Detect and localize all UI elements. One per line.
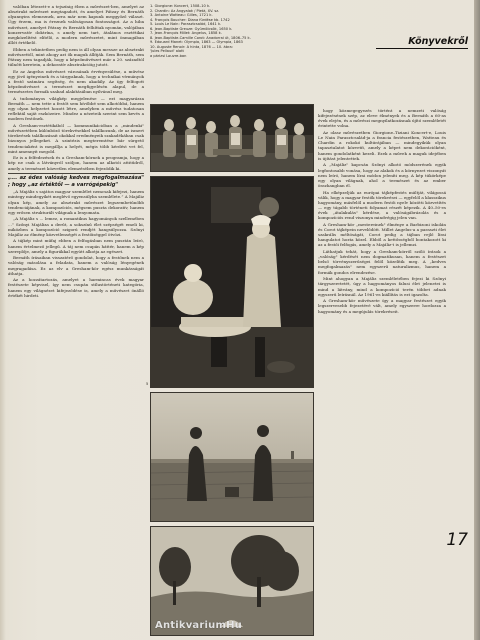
painting-interior-scene <box>150 176 314 388</box>
article-paragraph: Ez az Angelus művészet városának érvényesülése, a művész egy jövő igényeinek és a tárgyaknak, hogy a technikai vívmányok a festő számára segítség, és nem akadály. Az így felfogott képzőművészet a természet megfigyelésén alapul, de a természetes formák szabad alakításában nyilvánul meg. <box>8 68 144 95</box>
figure-caption-list <box>150 4 310 100</box>
article-paragraph: A tudományos világkép megjelenése — ezt magyarázza Bernáth — nem tette a festőt sem hívőbbé sem alkotóbbá, hanem egy olyan helyzetet hozott létre, amelyben a művész tudatosan reflektál saját eszközeire. Mindez a nézeteik szerint sem kevés a modern festőnek. <box>8 95 144 122</box>
article-subheading: „... az édes valóság kedves megfogalmazása" ; hogy „az értéktől — a varrógépekig" <box>8 175 144 188</box>
caption-line: 10. Auguste Renoir: A hinta, 1876 — 10. ábra: <box>150 44 233 49</box>
article-paragraph: A Gresham-kör művészete így a magyar festészet egyik legszervesebb fejezetévé vált, amely egyszerre hordozza a hagyomány és a megújulás törekvéseit. <box>318 298 446 314</box>
watermark-logo: AntikvariumHu <box>155 620 242 631</box>
text-column-left <box>8 4 144 634</box>
section-title: Könyvekről <box>408 36 468 47</box>
caption-line: 6. Jean-Baptiste Greuze: Gyümölcsök, 1650 k. <box>150 26 233 31</box>
page-number: 17 <box>446 530 468 550</box>
article-paragraph: Ez is a felfedezések és a Gresham-körnek a programja, hogy a kép ne csak a látványról szóljon, hanem az alkotói attitűdről, amely a természet közvetlen elemzésében fejeződik ki. <box>8 155 144 171</box>
painting-peasant-family <box>150 104 314 172</box>
caption-line: 2. Chardin: Az Angyalok / Pietà, XV. sz. <box>150 8 220 13</box>
figure-number: 5 <box>146 382 149 386</box>
caption-line: 3. Antoine Watteau: Gilles, 1721 k. <box>150 13 213 17</box>
article-paragraph: A Gresham-esztétikából — kommunikációban a „mindenki" művészetében különböző törekvésekkel találkozunk, de az ismert törekvések találkozásait okokkal eredményeik szakadékában csak bizonyos jellegeket. A szintézis megteremtése bár sürgető tendenciaként is megállja a helyét, mégis több kérdést vet fel, mint amennyit megold. <box>8 123 144 154</box>
article-paragraph: A Gresham-kör „mestereinek" élménye a Barbizoni iskolán és Corot tájképein nevelődött. Millet Angelus-a a paraszti élet szakrális méltóságát, Corot pedig a tájban rejlő lírai hangulatot hozta közel. Ebből a kettősségből bontakozott ki az a festői felfogás, amely a Majáliz-t is jellemzi. <box>318 221 446 248</box>
text-column-right <box>318 108 446 636</box>
article-paragraph: valóban létezett-e a tejszínig ében a művészet-ben, amelyet az absztrakt művészet megtagadott, és amelyet Pátzay és Bernáth olyannyira elemeznek, arra már nem kapunk meggyőző választ. Úgy érzem, ma is éreznek valóságosan fontosságot. Az a hiba művészet, amelyet Pátzay és Bernáth felhíttak nyomán, valójában konzervatív doktrína, s amely nem tart, átalános esztétikai megközelítést elítélő, a modern művészetet, mint önmagában állót értékelő. <box>8 4 144 46</box>
article-paragraph: „A Majáliz s ... lemez, a romantikus hagyományok szellemében ...” Szőnyi Majáliza a derűt, a sokszínű élet szépségét emeli ki, miközben a kompozíció szigorú rendjét hangsúlyozza. Szőnyi Majáliz az élmény közvetlenségét a festőiséggel ötvözi. <box>8 216 144 237</box>
caption-line: 1. Giorgione: Koncert, 1508–10 k. <box>150 4 211 8</box>
article-paragraph: Ha elképzeljük az európai tájképfestés múltját, világossá válik, hogy a magyar festők törekvései — egyfelől a klasszikus hagyomány, másfelől a modern festői nyelv közötti közvetítés — egy tágabb történeti folyamat részét képezik. A 40–50-es évek „átalakulás" kérdése, a valóságábrázolás és a kompozíciós rend viszonya mindvégig jelen van. <box>318 189 446 221</box>
caption-line: 8. Jean-Baptiste-Camille Corot: Anadorrai út, 1806–75 k. <box>150 35 251 40</box>
article-paragraph: „A Majáliz s sajátos magyar szemlélet nemcsak kifejezi, hanem mintegy mindegyikét meglévő egyensúlyba szemlélete.” A Majáliz olyan kép, amely az absztrakt művészet legszembetűnőbb tendenciájának, a kompozíciós, mégsem puszta dekoratív, hanem egy erősen strukturált világnak a lenyomata. <box>8 189 144 215</box>
article-paragraph: Az a hozzátartozás, amelyet a harmincas évek magyar festészete képvisel, így nem csupán stílustörténeti kategória, hanem egy világnézet kifejeződése is, amely a művészet önálló értékét hirdeti. <box>8 277 144 298</box>
painting-field-angelus <box>150 392 314 522</box>
article-paragraph: A tájkép mint műfaj ebben a felfogásban nem pusztán leíró, hanem értelmező jellegű. A táj nem csupán háttér, hanem a kép szereplője, amely a figurákkal együtt alkotja az egészet. <box>8 238 144 254</box>
section-divider <box>8 173 144 174</box>
page-binding-edge <box>474 0 480 640</box>
painting-landscape-trees <box>150 526 314 636</box>
article-paragraph: A „Majáliz" kapcsán Szőnyi alkotó módszerének egyik legfontosabb vonása, hogy az alakok és a környezet viszonyát nem leíró, hanem lírai módon jeleníti meg. A kép tükörképe egy olyan világnak, ahol a természet és az ember összhangban él. <box>318 162 446 188</box>
article-paragraph: Láthatjuk tehát, hogy a Gresham-körről szóló írások a „valóság" kérdését nem dogmatikusan, hanem a festészet belső törvényszerűségei felől közelítik meg. A „kedves megfogalmazás" nem egyszerű naturalizmus, hanem a formák gondos elrendezése. <box>318 249 446 275</box>
article-paragraph: Ebben a tekintetben pedig nem is áll olyan messze az absztrakt művészettől, mint ahogy azt ők maguk állítják. Sem Bernáth, sem Pátzay nem tagadják, hogy a képzőművészet már a 20. századtól túlnőtt keretein, a dekoratív absztrakcióig jutott. <box>8 46 144 68</box>
section-title-rule <box>376 48 468 49</box>
article-paragraph: Mint ahogyan a Majáliz szemléletében fejezi ki Szőnyi tárgyszeretetét, úgy a hagyományos falusi élet jelenetei is mind a látvány, mind a kompozíció terén többet adnak egyszerű leírásnál. Az 1961-es kiállítás is ezt igazolta. <box>318 276 446 297</box>
caption-line: a párizsi Louvre-ban <box>150 53 187 58</box>
article-paragraph: hogy közmegegyezés történt a nemzeti valóság kifejezésének szép, az eleve élmények és a Bernáth a 60-as évek elején, és a művészi megnyilatkozásnak újító szemléletét érintette volna. <box>318 108 446 129</box>
caption-line: 5. Louis Le Nain: Parasztcsalád, 1641 k. <box>150 22 222 26</box>
caption-line: 'Jules Pellaud' alatt <box>150 49 184 53</box>
caption-line: 9. Edouard Manet: Olympia, 1863 — Olympia, 1863 <box>150 40 243 44</box>
caption-line: 4. François Boucher: Diana fürdése kb. 1742 <box>150 17 230 22</box>
article-paragraph: Bernáth írásaiban visszatérő gondolat, hogy a festőnek nem a valóság másolása a feladata, hanem a valóság lényegének megragadása. Ez az elv a Gresham-kör egész munkásságát áthatja. <box>8 255 144 276</box>
caption-line: 7. Jean-François Millet: Angelus, 1858 k. <box>150 31 222 35</box>
article-paragraph: Az olasz művészetben Giorgione–Tiziani Koncert-e, Louis Le Nain Parasztcsalád-ja a francia festészetben, Watteau és Chardin a rokokó kultúrájában — mindegyikük olyan tapasztalatot közvetít, amely a képet nem dekorációként, hanem gondolatként kezeli. Ezek a művek a maguk idejében is újítást jelentettek. <box>318 130 446 161</box>
